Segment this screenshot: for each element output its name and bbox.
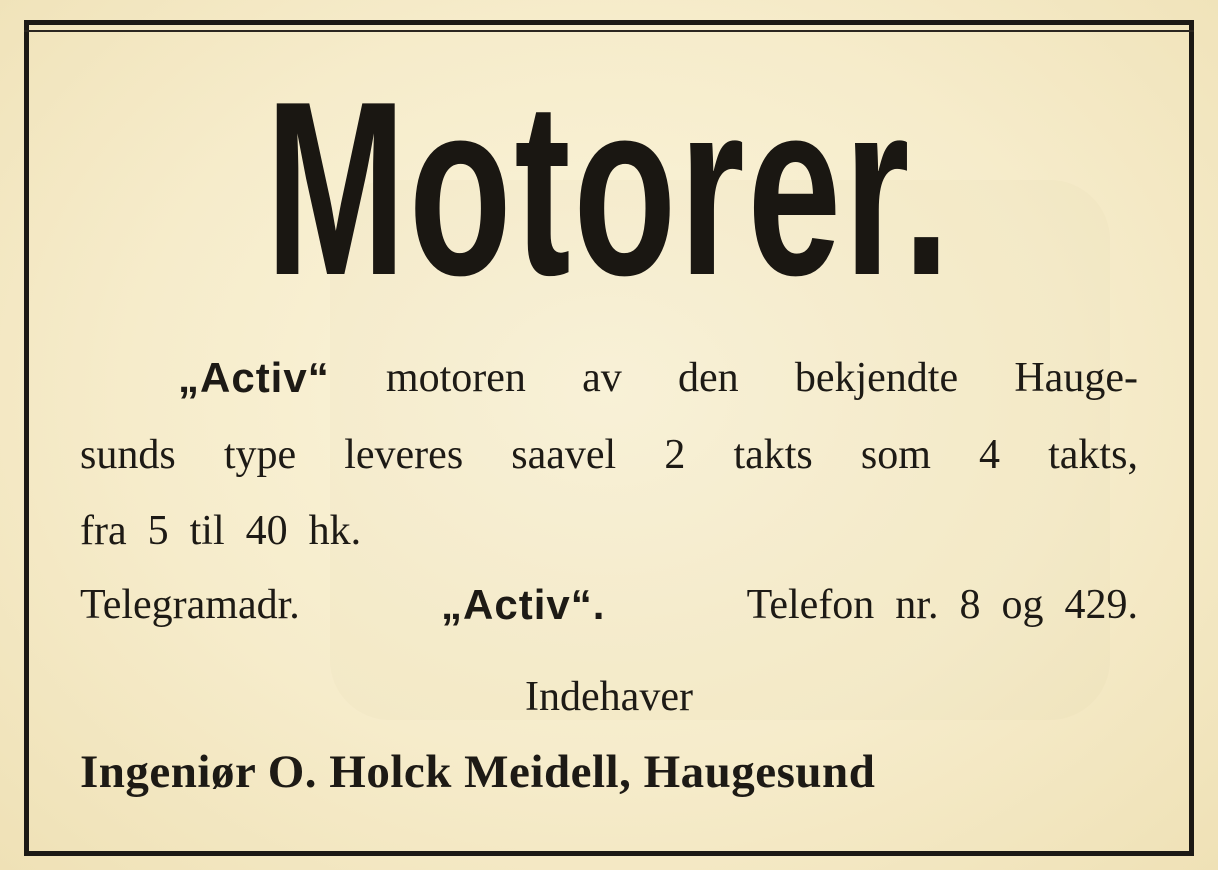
word: type <box>223 432 297 478</box>
ad-heading: Motorer. <box>265 49 953 327</box>
word: saavel <box>511 432 617 478</box>
word: den <box>677 355 739 401</box>
paragraph-line-2 <box>80 434 1138 476</box>
paragraph-line-3 <box>80 510 1138 552</box>
owner-name: Ingeniør O. Holck Meidell, Haugesund <box>80 746 876 798</box>
word: sunds <box>80 432 176 478</box>
word: motoren <box>385 355 526 401</box>
word: bekjendte <box>794 355 959 401</box>
word: Hauge- <box>1014 355 1138 401</box>
phone-numbers: Telefon nr. 8 og 429. <box>746 582 1138 628</box>
telegram-label: Telegramadr. <box>80 582 300 628</box>
word: takts, <box>1048 432 1138 478</box>
paragraph-line-1 <box>178 354 1138 401</box>
brand-name: „Activ“ <box>178 354 330 401</box>
word: leveres <box>344 432 464 478</box>
word: takts <box>733 432 813 478</box>
owner-label: Indehaver <box>525 674 693 720</box>
telegram-address: „Activ“. <box>441 581 606 628</box>
word: 2 <box>664 432 686 478</box>
contact-line <box>80 581 1138 628</box>
horsepower-range: fra 5 til 40 hk. <box>80 508 362 554</box>
word: av <box>582 355 622 401</box>
word: 4 <box>979 432 1001 478</box>
word: som <box>860 432 931 478</box>
ad-border-top-rule <box>24 30 1194 32</box>
